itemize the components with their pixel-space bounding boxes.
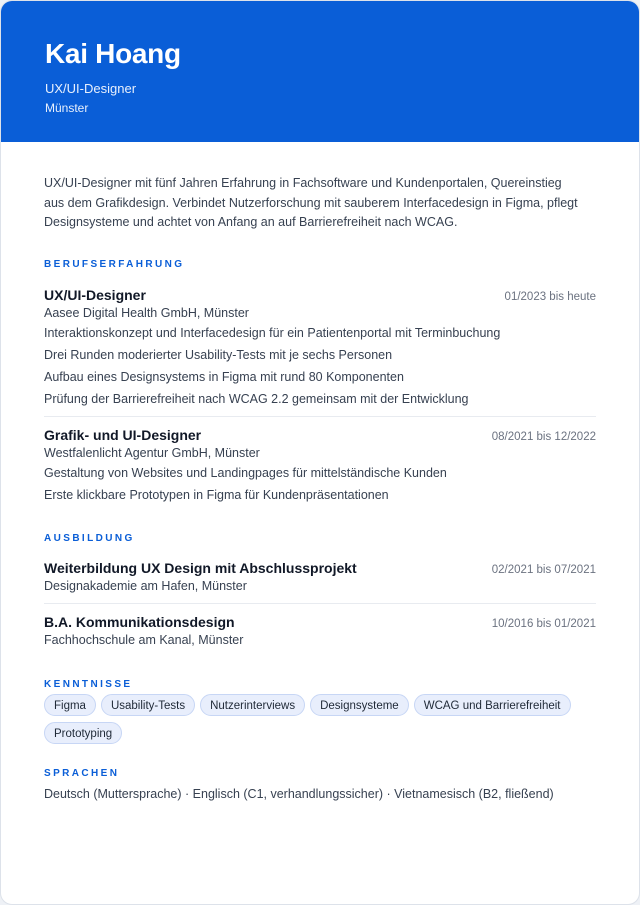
- entry-bullet: Prüfung der Barrierefreiheit nach WCAG 2.2 gemeinsam mit der Entwicklung: [44, 391, 469, 406]
- languages-text: Deutsch (Muttersprache) · Englisch (C1, verhandlungssicher) · Vietnamesisch (B2, fließend): [44, 786, 554, 801]
- skill-chip: Figma: [44, 694, 96, 716]
- entry-bullet: Erste klickbare Prototypen in Figma für Kundenpräsentationen: [44, 487, 389, 502]
- skill-chip: Usability-Tests: [101, 694, 195, 716]
- entry-title: Grafik- und UI-Designer: [44, 426, 202, 443]
- entry-bullet: Gestaltung von Websites und Landingpages für mittelständische Kunden: [44, 465, 447, 480]
- person-city: Münster: [45, 101, 89, 115]
- entry-bullet: Drei Runden moderierter Usability-Tests mit je sechs Personen: [44, 347, 393, 362]
- section-title-education: AUSBILDUNG: [44, 532, 135, 544]
- experience-entry: [44, 286, 596, 407]
- section-title-skills: KENNTNISSE: [44, 678, 133, 690]
- entry-organization: Aasee Digital Health GmbH, Münster: [44, 305, 249, 320]
- experience-entry: [44, 426, 596, 503]
- skill-chip: Designsysteme: [310, 694, 409, 716]
- entry-organization: Fachhochschule am Kanal, Münster: [44, 632, 244, 647]
- person-name: Kai Hoang: [45, 38, 181, 69]
- person-role: UX/UI-Designer: [45, 81, 137, 96]
- entry-date: 08/2021 bis 12/2022: [491, 430, 596, 443]
- section-title-languages: SPRACHEN: [44, 767, 120, 779]
- summary-text: UX/UI-Designer mit fünf Jahren Erfahrung in Fachsoftware und Kundenportalen, Quereinstieg aus dem Grafikdesign. Verbindet Nutzerforschung mit sauberem Interfacedesign in Figma, pflegt Designsysteme und achtet von Anfang an auf Barrierefreiheit nach WCAG.: [44, 176, 578, 229]
- entry-organization: Designakademie am Hafen, Münster: [44, 578, 247, 593]
- entry-organization: Westfalenlicht Agentur GmbH, Münster: [44, 445, 260, 460]
- entry-title: B.A. Kommunikationsdesign: [44, 613, 235, 630]
- entry-divider: [44, 603, 596, 604]
- entry-title: Weiterbildung UX Design mit Abschlussprojekt: [44, 559, 357, 576]
- resume-body: [1, 174, 639, 802]
- education-entry: [44, 559, 596, 594]
- education-entry: [44, 613, 596, 648]
- skill-chip: Nutzerinterviews: [200, 694, 305, 716]
- entry-date: 02/2021 bis 07/2021: [491, 563, 596, 576]
- skill-chip: Prototyping: [44, 722, 122, 744]
- skills-list: [44, 694, 584, 750]
- entry-bullet: Interaktionskonzept und Interfacedesign für ein Patientenportal mit Terminbuchung: [44, 325, 501, 340]
- entry-bullet: Aufbau eines Designsystems in Figma mit rund 80 Komponenten: [44, 369, 404, 384]
- section-title-experience: BERUFSERFAHRUNG: [44, 258, 185, 270]
- skill-chip: WCAG und Barrierefreiheit: [414, 694, 571, 716]
- entry-title: UX/UI-Designer: [44, 286, 146, 303]
- entry-date: 01/2023 bis heute: [504, 290, 596, 303]
- resume-header: [1, 1, 639, 142]
- entry-divider: [44, 416, 596, 417]
- entry-date: 10/2016 bis 01/2021: [491, 617, 596, 630]
